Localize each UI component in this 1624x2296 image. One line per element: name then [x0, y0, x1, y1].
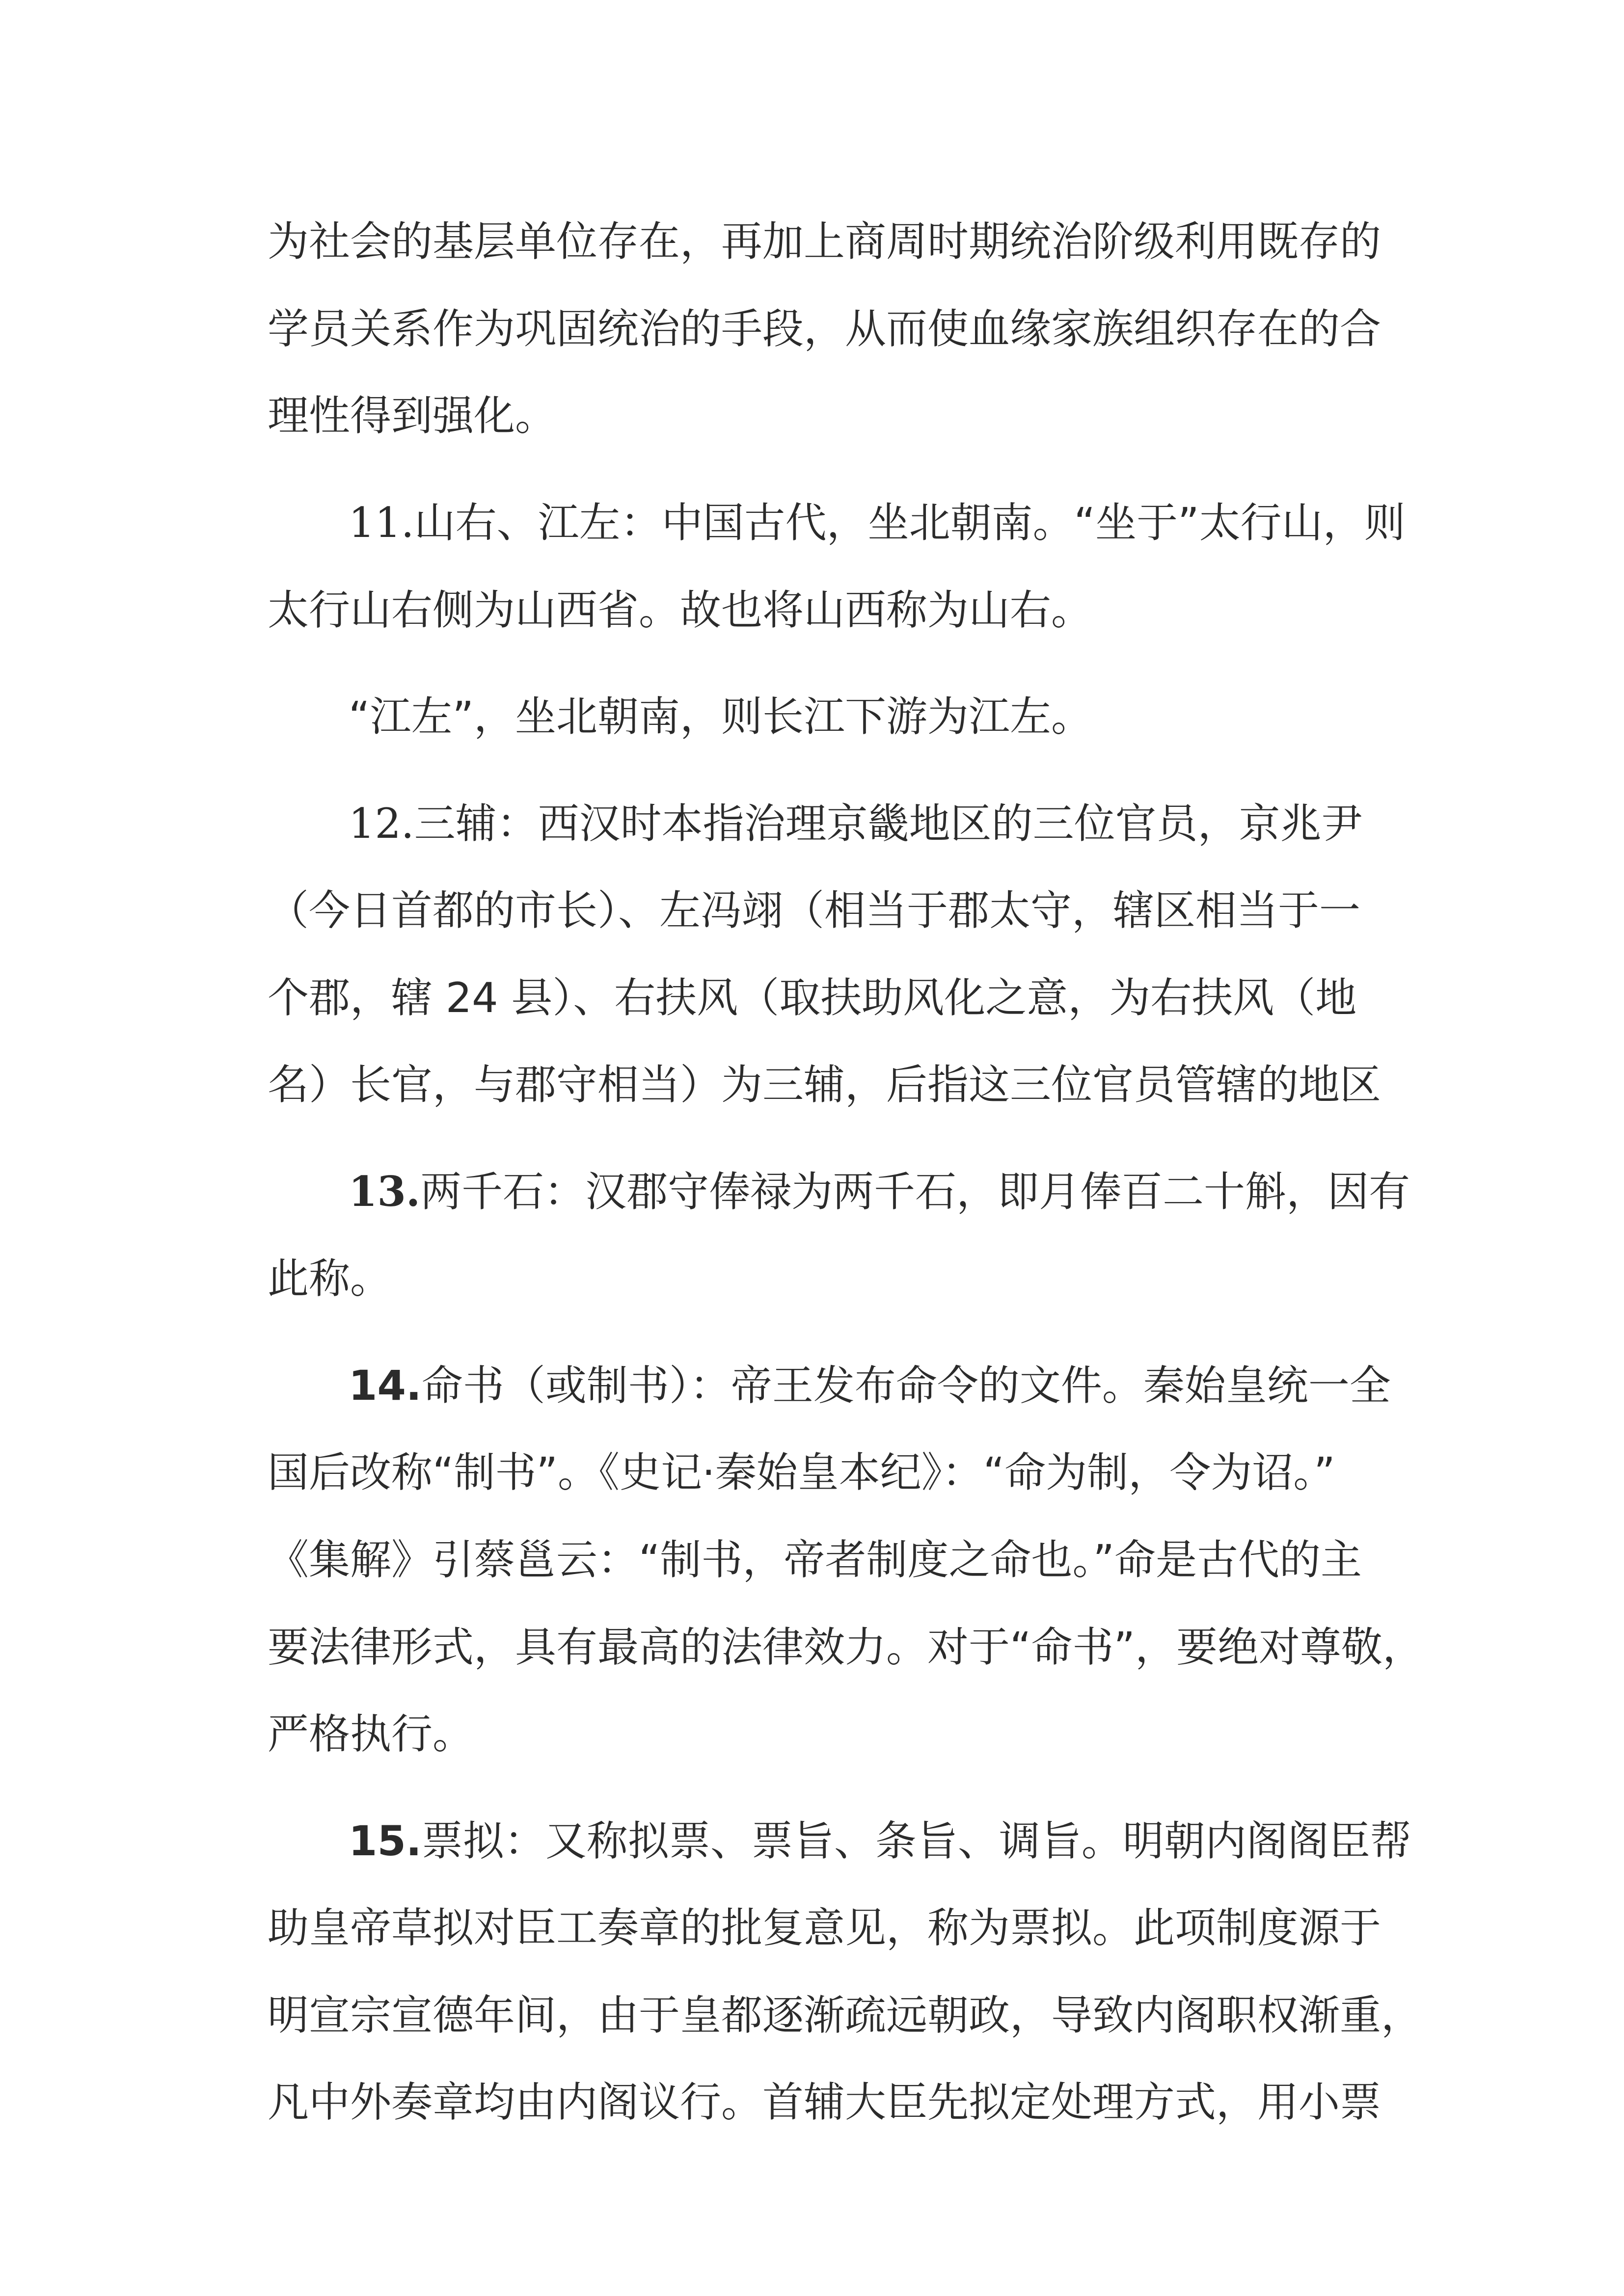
text-line: 《集解》引蔡邕云：“制书，帝者制度之命也。”命是古代的主: [268, 1536, 1362, 1584]
text-line: 国后改称“制书”。《史记·秦始皇本纪》：“命为制，令为诏。”: [268, 1448, 1335, 1496]
text-line: （今日首都的市长）、左冯翊（相当于郡太守，辖区相当于一: [268, 886, 1361, 934]
term: 山右、江左: [414, 499, 621, 547]
definition-text: ：又称拟票、票旨、条旨、调旨。明朝内阁阁臣帮: [504, 1817, 1411, 1865]
term: 命书（或制书）: [421, 1362, 690, 1410]
text-line: 凡中外奏章均由内阁议行。首辅大臣先拟定处理方式，用小票: [268, 2078, 1381, 2126]
paragraph-15-line-1: [349, 1816, 1411, 1866]
text-line: 明宣宗宣德年间，由于皇都逐渐疏远朝政，导致内阁职权渐重，: [268, 1991, 1423, 2039]
item-number: 12.: [349, 800, 414, 848]
definition-text: ：中国古代，坐北朝南。“坐于”太行山，则: [620, 499, 1406, 547]
paragraph-11-line-1: [349, 498, 1406, 547]
definition-text: ：帝王发布命令的文件。秦始皇统一全: [689, 1362, 1391, 1410]
item-number: 14.: [349, 1362, 422, 1410]
item-number: 11.: [349, 499, 414, 547]
text-line: 要法律形式，具有最高的法律效力。对于“命书”，要绝对尊敬，: [268, 1623, 1424, 1671]
definition-text: ：西汉时本指治理京畿地区的三位官员，京兆尹: [496, 800, 1363, 848]
text-line: 学员关系作为巩固统治的手段，从而使血缘家族组织存在的合: [268, 305, 1381, 353]
term: 票拟: [421, 1817, 504, 1865]
paragraph-12-line-1: [349, 799, 1363, 848]
definition-text: 两千石：汉郡守俸禄为两千石，即月俸百二十斛，因有: [420, 1168, 1410, 1216]
text-line: 个郡，辖 24 县）、右扶风（取扶助风化之意，为右扶风（地: [268, 974, 1357, 1022]
item-number: 13.: [349, 1167, 421, 1216]
text-line: 此称。: [268, 1255, 392, 1303]
item-number: 15.: [349, 1817, 422, 1865]
term: 三辅: [414, 800, 497, 848]
text-line: 理性得到强化。: [268, 392, 557, 440]
text-line: 太行山右侧为山西省。故也将山西称为山右。: [268, 586, 1093, 634]
text-line: 严格执行。: [268, 1710, 474, 1758]
text-line: 助皇帝草拟对臣工奏章的批复意见，称为票拟。此项制度源于: [268, 1904, 1381, 1952]
text-line: 名）长官，与郡守相当）为三辅，后指这三位官员管辖的地区: [268, 1061, 1381, 1109]
text-line: 为社会的基层单位存在，再加上商周时期统治阶级利用既存的: [268, 217, 1381, 266]
text-line: “江左”，坐北朝南，则长江下游为江左。: [349, 693, 1093, 741]
paragraph-14-line-1: [349, 1361, 1391, 1410]
paragraph-13-line-1: [349, 1167, 1410, 1216]
